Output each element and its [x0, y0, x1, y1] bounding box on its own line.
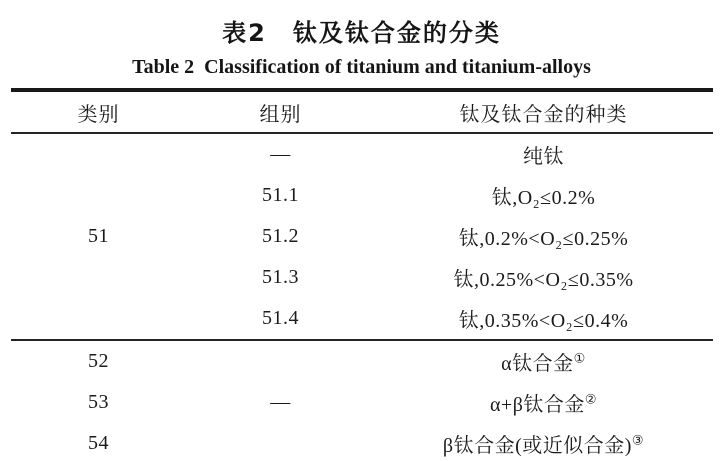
footnote-marker: ② [584, 391, 598, 407]
cell-type [375, 340, 713, 382]
cell-type: 钛,0.2%<O₂≤0.25% [458, 228, 629, 250]
table-body-group-52-54 [11, 340, 713, 461]
cell-category: 54 [88, 432, 109, 454]
header-group: 组别 [187, 90, 375, 133]
cell-group: 51.4 [262, 307, 299, 329]
cell-group: — [270, 143, 291, 165]
cell-category: 52 [11, 340, 187, 382]
header-category: 类别 [11, 90, 187, 133]
table-row [11, 133, 713, 175]
cell-type [375, 382, 713, 423]
header-row [11, 90, 713, 133]
header-type: 钛及钛合金的种类 [375, 90, 713, 133]
type-text: β钛合金(或近似合金) [442, 435, 632, 457]
table-body-group-51 [11, 133, 713, 340]
classification-table [11, 88, 713, 461]
cell-type: 钛,0.35%<O₂≤0.4% [458, 310, 629, 332]
footnote-marker: ① [573, 350, 586, 366]
cell-group-dash: — [187, 340, 375, 461]
table-title-zh: 表2 钛及钛合金的分类 [222, 19, 501, 47]
cell-type: 钛,0.25%<O₂≤0.35% [453, 269, 634, 291]
table-header [11, 90, 713, 133]
type-text: α钛合金 [501, 353, 574, 375]
footnote-marker: ③ [631, 432, 645, 448]
cell-group: 51.1 [262, 184, 299, 206]
cell-group: 51.3 [262, 266, 299, 288]
cell-category-51: 51 [88, 225, 109, 247]
table-row [11, 340, 713, 382]
cell-type [375, 423, 713, 461]
cell-type: 纯钛 [523, 146, 564, 168]
type-text: α+β钛合金 [489, 394, 585, 416]
table-title-en: Table 2 Classification of titanium and titanium-alloys [132, 56, 591, 78]
cell-category: 53 [88, 391, 109, 413]
cell-group: 51.2 [262, 225, 299, 247]
cell-type: 钛,O₂≤0.2% [491, 187, 596, 209]
